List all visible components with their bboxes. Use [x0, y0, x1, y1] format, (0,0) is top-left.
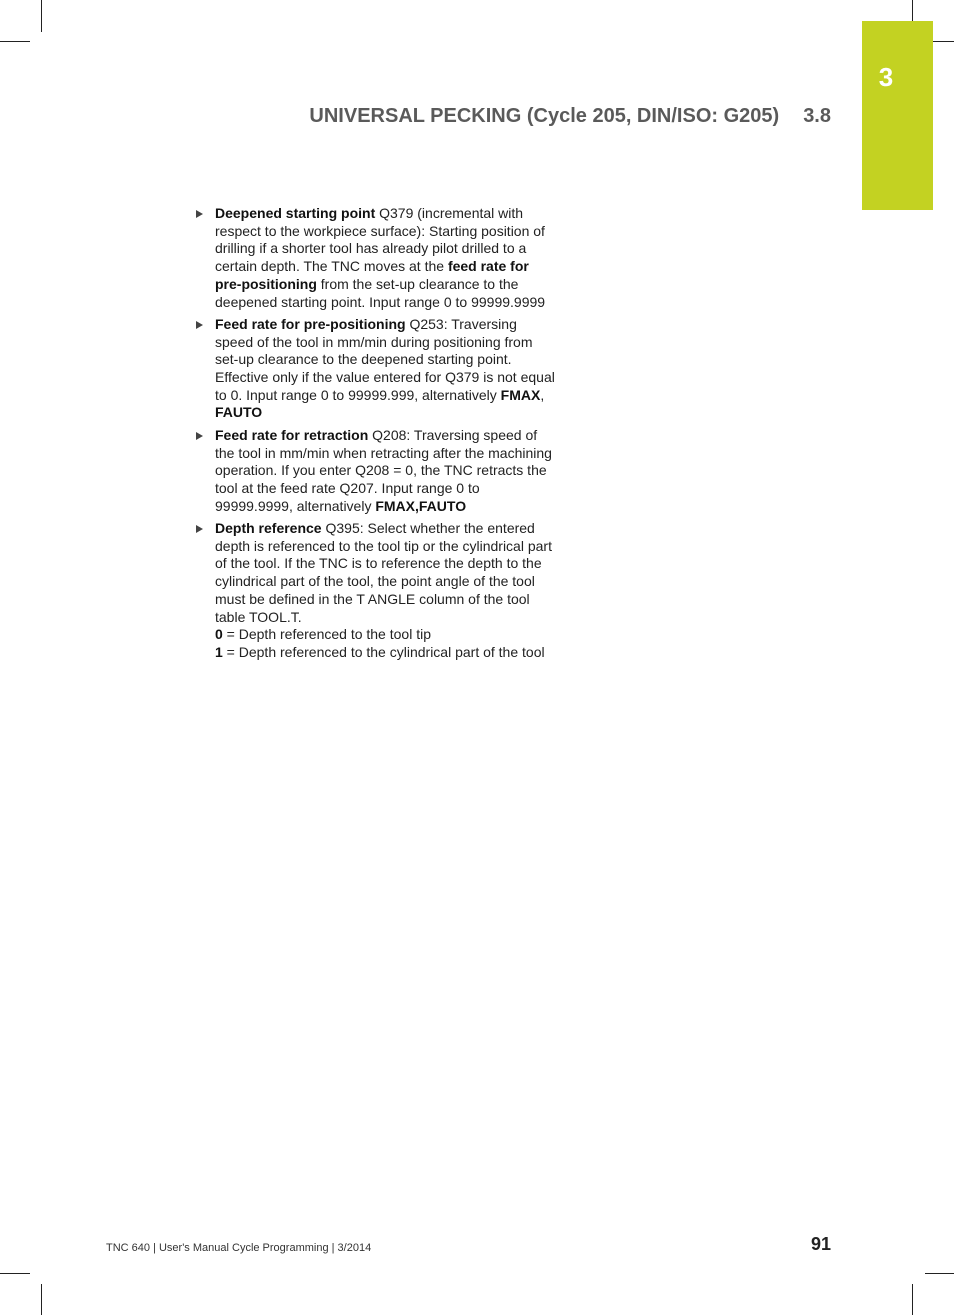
item-bold-term: FMAX	[500, 386, 541, 403]
item-text: from the set-up clearance to the deepened starting point. Input range 0 to 99999.9999	[215, 275, 546, 310]
header-section-number: 3.8	[803, 105, 831, 127]
item-title: Feed rate for pre-positioning	[215, 315, 406, 332]
item-title: Feed rate for retraction	[215, 426, 369, 443]
crop-mark	[41, 0, 42, 32]
option-text: = Depth referenced to the tool tip	[222, 626, 431, 643]
option-key: 0	[215, 626, 223, 643]
footer-text: TNC 640 | User's Manual Cycle Programming | 3/2014	[106, 1242, 372, 1254]
item-text: Q379 (incremental with respect to the workpiece surface): Starting position of drilling if a shorter tool has already pilot drilled to a certain depth. The TNC moves at the	[215, 205, 545, 275]
item-bold-term: feed rate for pre-positioning	[215, 258, 529, 292]
item-bold-term: FMAX,FAUTO	[375, 497, 467, 514]
item-bold-term: FAUTO	[215, 404, 263, 421]
list-item	[193, 205, 558, 311]
crop-mark	[41, 1284, 42, 1315]
item-title: Depth reference	[215, 520, 322, 537]
parameter-list	[193, 205, 558, 666]
bullet-arrow-icon	[196, 432, 203, 440]
chapter-number: 3	[878, 62, 894, 92]
option-line	[215, 644, 558, 662]
item-text: Q253: Traversing speed of the tool in mm/min during positioning from set-up clearance to the deepened starting point. Effective only if the value entered for Q379 is not equal to 0. Input range 0 to 99999.999, alternatively	[215, 315, 555, 403]
bullet-arrow-icon	[196, 525, 203, 533]
option-text: = Depth referenced to the cylindrical part of the tool	[222, 643, 545, 660]
option-key: 1	[215, 643, 223, 660]
page-number: 91	[810, 1234, 831, 1254]
crop-mark	[912, 1284, 913, 1315]
chapter-tab	[862, 21, 933, 210]
bullet-arrow-icon	[196, 210, 203, 218]
page-header	[309, 101, 831, 131]
header-title: UNIVERSAL PECKING (Cycle 205, DIN/ISO: G205)	[309, 105, 780, 127]
list-item	[193, 316, 558, 422]
item-text: Q395: Select whether the entered depth is referenced to the tool tip or the cylindrical part of the tool. If the TNC is to reference the depth to the cylindrical part of the tool, the point angle of the tool must be defined in the T ANGLE column of the tool table TOOL.T.	[215, 520, 552, 625]
item-text: ,	[540, 386, 545, 403]
option-line	[215, 626, 558, 644]
crop-mark	[925, 1273, 954, 1274]
crop-mark	[0, 41, 30, 42]
crop-mark	[0, 1273, 30, 1274]
item-title: Deepened starting point	[215, 205, 376, 221]
item-text: Q208: Traversing speed of the tool in mm/min when retracting after the machining operation. If you enter Q208 = 0, the TNC retracts the tool at the feed rate Q207. Input range 0 to 99999.9999, alternatively	[215, 426, 552, 514]
bullet-arrow-icon	[196, 321, 203, 329]
list-item	[193, 520, 558, 662]
list-item	[193, 427, 558, 516]
